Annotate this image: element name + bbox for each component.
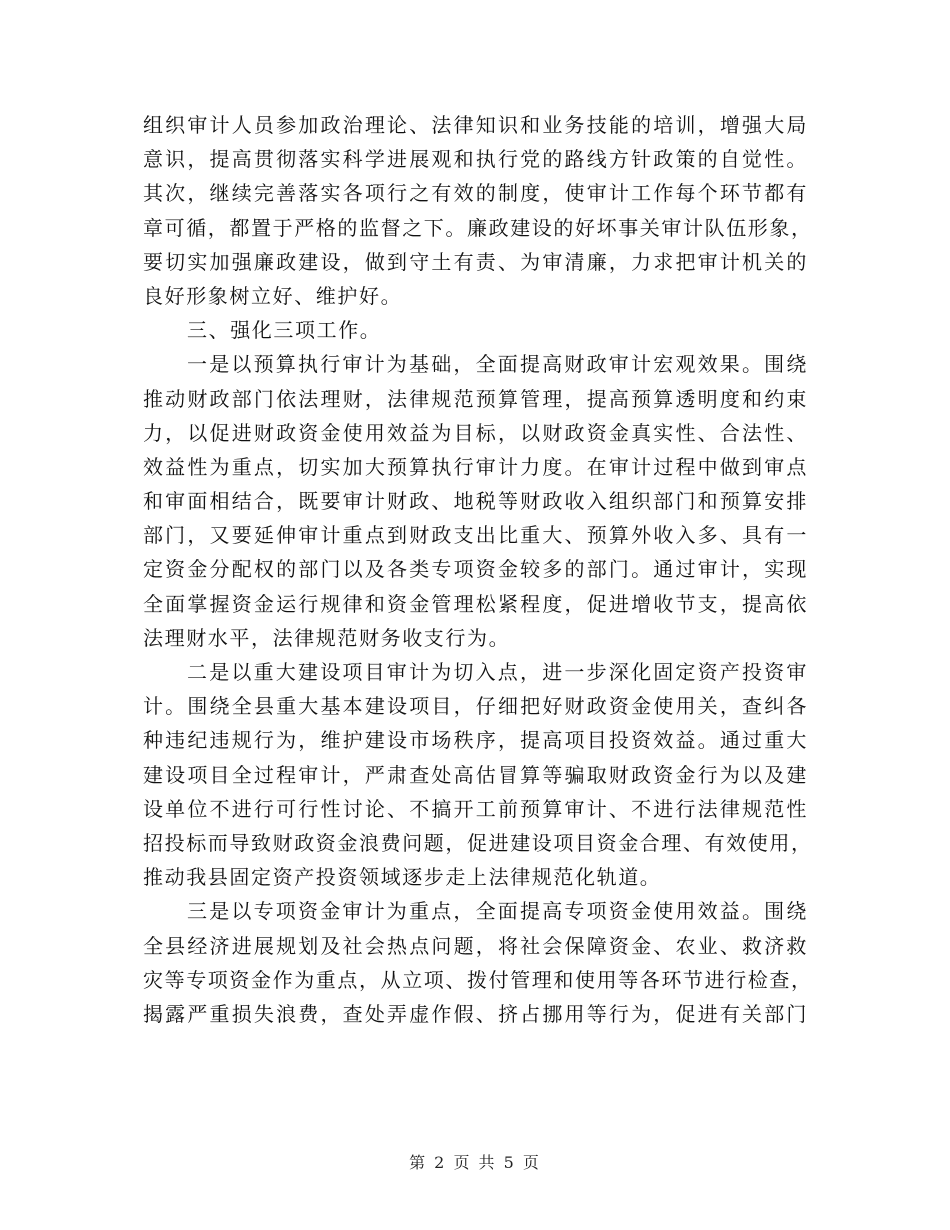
text-line: 计。围绕全县重大基本建设项目，仔细把好财政资金使用关，查纠各 (143, 694, 808, 719)
text-line: 设单位不进行可行性讨论、不搞开工前预算审计、不进行法律规范性 (143, 796, 808, 821)
text-line: 招投标而导致财政资金浪费问题，促进建设项目资金合理、有效使用， (143, 830, 813, 855)
paragraph-start: 三是以专项资金审计为重点，全面提高专项资金使用效益。围绕 (187, 899, 808, 924)
text-line: 要切实加强廉政建设，做到守土有责、为审清廉，力求把审计机关的 (143, 249, 808, 274)
text-line: 其次，继续完善落实各项行之有效的制度，使审计工作每个环节都有 (143, 181, 808, 206)
paragraph-start: 二是以重大建设项目审计为切入点，进一步深化固定资产投资审 (187, 660, 808, 684)
text-line: 组织审计人员参加政治理论、法律知识和业务技能的培训，增强大局 (143, 113, 808, 137)
text-line: 定资金分配权的部门以及各类专项资金较多的部门。通过审计，实现 (143, 557, 808, 582)
text-line: 种违纪违规行为，维护建设市场秩序，提高项目投资效益。通过重大 (143, 728, 808, 753)
text-line: 力，以促进财政资金使用效益为目标，以财政资金真实性、合法性、 (143, 420, 808, 445)
text-line: 灾等专项资金作为重点，从立项、拨付管理和使用等各环节进行检查， (143, 967, 813, 992)
text-line: 效益性为重点，切实加大预算执行审计力度。在审计过程中做到审点 (143, 454, 808, 479)
text-line: 全县经济进展规划及社会热点问题，将社会保障资金、农业、救济救 (143, 933, 808, 958)
text-line: 良好形象树立好、维护好。 (143, 283, 403, 308)
text-line: 章可循，都置于严格的监督之下。廉政建设的好坏事关审计队伍形象， (143, 215, 813, 240)
body-text (143, 108, 813, 1031)
text-line: 揭露严重损失浪费，查处弄虚作假、挤占挪用等行为，促进有关部门 (143, 1001, 808, 1026)
paragraph-start: 一是以预算执行审计为基础，全面提高财政审计宏观效果。围绕 (187, 352, 808, 377)
text-line: 推动我县固定资产投资领域逐步走上法律规范化轨道。 (143, 865, 662, 890)
text-line: 部门，又要延伸审计重点到财政支出比重大、预算外收入多、具有一 (143, 523, 808, 548)
section-heading: 三、强化三项工作。 (187, 318, 382, 343)
text-line: 法理财水平，法律规范财务收支行为。 (143, 625, 511, 650)
page-footer: 第 2 页 共 5 页 (409, 1153, 541, 1172)
text-line: 推动财政部门依法理财，法律规范预算管理，提高预算透明度和约束 (143, 386, 808, 411)
text-line: 意识，提高贯彻落实科学进展观和执行党的路线方针政策的自觉性。 (143, 147, 808, 172)
text-line: 建设项目全过程审计，严肃查处高估冒算等骗取财政资金行为以及建 (143, 762, 808, 787)
text-line: 和审面相结合，既要审计财政、地税等财政收入组织部门和预算安排 (143, 489, 808, 514)
text-line: 全面掌握资金运行规律和资金管理松紧程度，促进增收节支，提高依 (143, 591, 808, 616)
